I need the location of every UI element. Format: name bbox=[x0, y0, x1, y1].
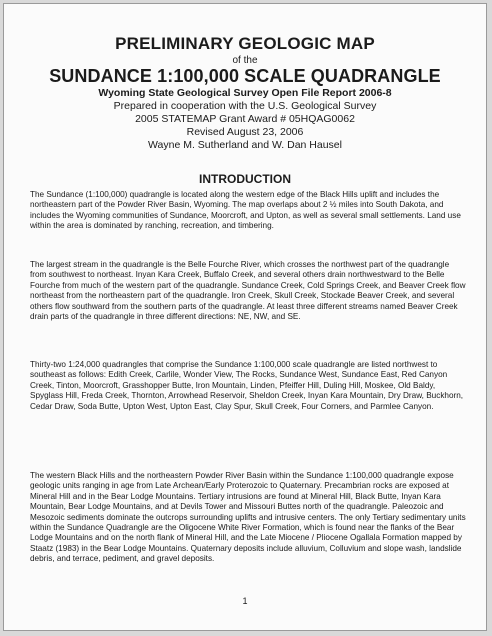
report-number: Wyoming State Geological Survey Open File Report 2006-8 bbox=[98, 87, 392, 99]
cooperation-line: Prepared in cooperation with the U.S. Geological Survey bbox=[113, 100, 377, 112]
authors: Wayne M. Sutherland and W. Dan Hausel bbox=[148, 139, 342, 151]
map-title: PRELIMINARY GEOLOGIC MAP bbox=[115, 34, 375, 53]
title-connector: of the bbox=[232, 55, 258, 66]
paragraph-location: The Sundance (1:100,000) quadrangle is located along the western edge of the Black Hills uplift and includes the northeastern part of the Powder River Basin, Wyoming. The map overlaps about 2 ½ miles into South Dakota, and includes the Wyoming communities of Sundance, Moorcroft, and Upton, as well as several small settlements. Land use within the area is dominated by ranching, recreation, and timbering. bbox=[30, 190, 461, 231]
revision-date: Revised August 23, 2006 bbox=[186, 126, 304, 138]
paragraph-streams: The largest stream in the quadrangle is the Belle Fourche River, which crosses the northwest part of the quadrangle from southwest to northeast. Inyan Kara Creek, Buffalo Creek, and several others drain northwestward to the Belle Fourche from much of the western part of the quadrangle. Sundance Creek, Cold Springs Creek, and Beaver Creek flow northeast from the northeastern part of the quadrangle. Iron Creek, Skull Creek, Stockade Beaver Creek, and several others flow southward from the southern parts of the quadrangle. At least three different streams named Beaver Creek drain parts of the quadrangle in three different directions: NE, NW, and SE. bbox=[30, 260, 466, 322]
grant-line: 2005 STATEMAP Grant Award # 05HQAG0062 bbox=[135, 113, 355, 125]
quadrangle-title: SUNDANCE 1:100,000 SCALE QUADRANGLE bbox=[49, 66, 441, 86]
paragraph-quadrangles: Thirty-two 1:24,000 quadrangles that comprise the Sundance 1:100,000 scale quadrangle are listed northwest to southeast as follows: Edith Creek, Carlile, Wonder View, The Rocks, Sundance West, Sundance East, Red Canyon Creek, Tinton, Moorcroft, Grasshopper Butte, Iron Mountain, Linden, Pfeiffer Hill, Duling Hill, Moskee, Old Baldy, Spyglass Hill, Freda Creek, Thornton, Arrowhead Reservoir, Sheldon Creek, Inyan Kara Mountain, Dry Draw, Buckhorn, Cedar Draw, Soda Butte, Upton West, Upton East, Clay Spur, Skull Creek, Four Corners, and Parmlee Canyon. bbox=[30, 360, 464, 411]
document-page bbox=[3, 3, 487, 631]
section-heading: INTRODUCTION bbox=[199, 172, 291, 186]
page-number: 1 bbox=[242, 596, 248, 606]
paragraph-geology: The western Black Hills and the northeastern Powder River Basin within the Sundance 1:100,000 quadrangle expose geologic units ranging in age from Late Archean/Early Proterozoic to Quaternary. Precambrian rocks are exposed at Mineral Hill and in the Bear Lodge Mountains. Tertiary intrusions are found at Mineral Hill, Black Butte, Inyan Kara Mountain, Bear Lodge Mountains, and at Devils Tower and Missouri Buttes north of the quadrangle. Paleozoic and Mesozoic sediments dominate the outcrops surrounding uplifts and intrusive centers. The only Tertiary sedimentary units within the Sundance Quadrangle are the Oligocene White River Formation, which is found near the flanks of the Bear Lodge Mountains and on the north flank of Mineral Hill, and the Late Miocene / Pliocene Ogallala Formation mapped by Staatz (1983) in the Bear Lodge Mountains. Quaternary deposits include alluvium, Colluvium and slope wash, landslide debris, and terrace, pediment, and gravel deposits. bbox=[30, 471, 466, 564]
